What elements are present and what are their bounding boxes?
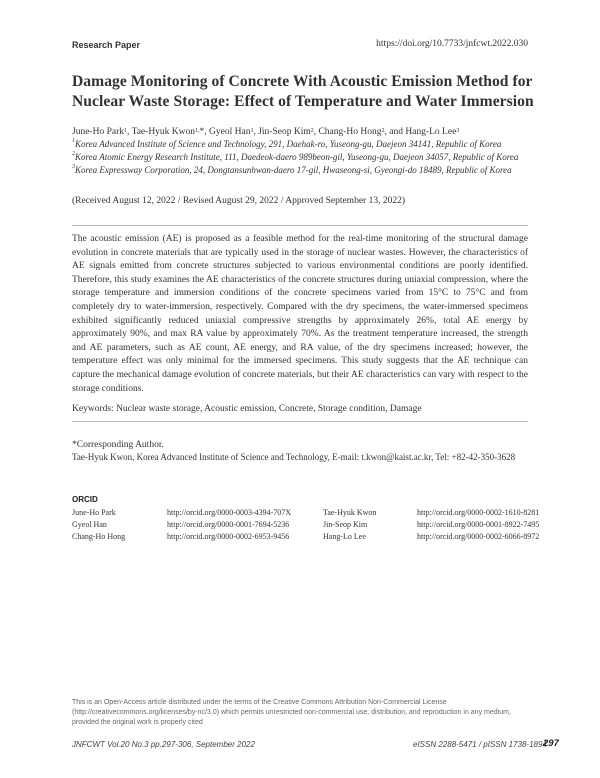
affiliation-sup: 1 [72, 138, 75, 144]
author-affil-sup: 1, [195, 128, 200, 134]
affiliation [72, 139, 501, 149]
affiliation-text: Korea Atomic Energy Research Institute, 111, Daedeok-daero 989beon-gil, Yuseong-gu, Daejeon 34057, Republic of Korea [75, 152, 519, 162]
author-affil-sup: 1 [123, 128, 127, 134]
received-dates: (Received August 12, 2022 / Revised August 29, 2022 / Approved September 13, 2022) [72, 196, 405, 206]
author-name: Gyeol Han [209, 127, 251, 137]
orcid-link[interactable]: http://orcid.org/0000-0002-1610-8281 [417, 508, 540, 517]
author-affil-sup: 2 [381, 128, 385, 134]
author-name: June-Ho Park [72, 127, 124, 137]
orcid-link[interactable]: http://orcid.org/0000-0003-4394-707X [167, 508, 292, 517]
license-notice: This is an Open-Access article distributed under the terms of the Creative Commons Attribution Non-Commercial License (http://creativecommons.org/licenses/by-nc/3.0) which permits unrestricted non-commercial use, distribution, and reproduction in any medium, provided the original work is properly cited [72, 699, 511, 726]
orcid-row [72, 532, 542, 544]
orcid-author: Jin-Seop Kim [323, 520, 368, 529]
author-list: June-Ho Park$^1$, Tae-Hyuk Kwon$^{1,}$*, Gyeol Han$^1$, Jin-Seop Kim$^2$, Chang-Ho Hong$^2$, and Hang-Lo Lee$^3$ [72, 127, 460, 137]
affiliation-text: Korea Advanced Institute of Science and Technology, 291, Daehak-ro, Yuseong-gu, Daejeon 34141, Republic of Korea [75, 139, 502, 149]
affiliation [72, 152, 518, 162]
affiliation-sup: 3 [72, 164, 75, 170]
author-name: Jin-Seop Kim [258, 127, 311, 137]
orcid-author: June-Ho Park [72, 508, 116, 517]
author-name: Chang-Ho Hong [318, 127, 382, 137]
affiliation-text: Korea Expressway Corporation, 24, Dongtansunhwan-daero 17-gil, Hwaseong-si, Gyeongi-do 18489, Republic of Korea [75, 165, 512, 175]
author-affil-sup: 1 [250, 128, 254, 134]
corresponding-star: * [199, 127, 205, 137]
orcid-author: Chang-Ho Hong [72, 532, 126, 541]
author-affil-sup: 2 [310, 128, 314, 134]
orcid-author: Tae-Hyuk Kwon [323, 508, 377, 517]
author-name: Hang-Lo Lee [405, 127, 457, 137]
authors-connector: and [389, 127, 404, 137]
section-label: Research Paper [72, 40, 141, 50]
orcid-link[interactable]: http://orcid.org/0000-0001-7694-5236 [167, 520, 290, 529]
orcid-author: Hang-Lo Lee [323, 532, 366, 541]
corresponding-details: Tae-Hyuk Kwon, Korea Advanced Institute of Science and Technology, E-mail: t.kwon@kaist.ac.kr, Tel: +82-42-350-3628 [72, 452, 516, 462]
abstract-text: The acoustic emission (AE) is proposed as a feasible method for the real-time monitoring of the structural damage evolution in concrete materials that are typically used in the storage of nuclear wastes. However, the characteristics of AE signals emitted from concrete structures subjected to various environmental conditions are poorly identified. Therefore, this study examines the AE characteristics of the concrete structures during uniaxial compression, where the storage temperature and immersion conditions of the concrete specimens varied from 15°C to 75°C and from completely dry to water-immersion, respectively. Compared with the dry specimens, the water-immersed specimens exhibited significantly reduced uniaxial compressive strengths by approximately 26%, total AE energy by approximately 90%, and max RA value by approximately 70%. As the treatment temperature increased, the strength and AE parameters, such as AE count, AE energy, and RA value, of the dry specimens increased; however, the temperature effect was only minimal for the immersed specimens. This study suggests that the AE technique can capture the mechanical damage evolution of concrete materials, but their AE characteristics can vary with respect to the storage conditions. [72, 234, 528, 394]
divider [72, 421, 528, 422]
doi-link[interactable]: https://doi.org/10.7733/jnfcwt.2022.030 [376, 39, 528, 49]
keywords: Keywords: Nuclear waste storage, Acoustic emission, Concrete, Storage condition, Damage [72, 404, 422, 414]
orcid-link[interactable]: http://orcid.org/0000-0001-8922-7495 [417, 520, 540, 529]
orcid-row [72, 520, 542, 532]
orcid-link[interactable]: http://orcid.org/0000-0002-6066-8972 [417, 532, 540, 541]
paper-title: Damage Monitoring of Concrete With Acoustic Emission Method for Nuclear Waste Storage: Effect of Temperature and Water Immersion [72, 73, 534, 110]
corresponding-heading: *Corresponding Author. [72, 440, 164, 450]
page-number: 297 [543, 738, 559, 749]
affiliation [72, 165, 512, 175]
orcid-author: Gyeol Han [72, 520, 107, 529]
orcid-link[interactable]: http://orcid.org/0000-0002-6953-9456 [167, 532, 290, 541]
issn: eISSN 2288-5471 / pISSN 1738-1894 [413, 740, 547, 749]
affiliation-sup: 2 [72, 151, 75, 157]
orcid-heading: ORCID [72, 495, 98, 504]
abstract [72, 233, 528, 396]
author-name: Tae-Hyuk Kwon [131, 127, 196, 137]
author-affil-sup: 3 [456, 128, 460, 134]
orcid-row [72, 508, 542, 520]
divider [72, 225, 528, 226]
journal-citation: JNFCWT Vol.20 No.3 pp.297-306, September 2022 [72, 740, 255, 749]
